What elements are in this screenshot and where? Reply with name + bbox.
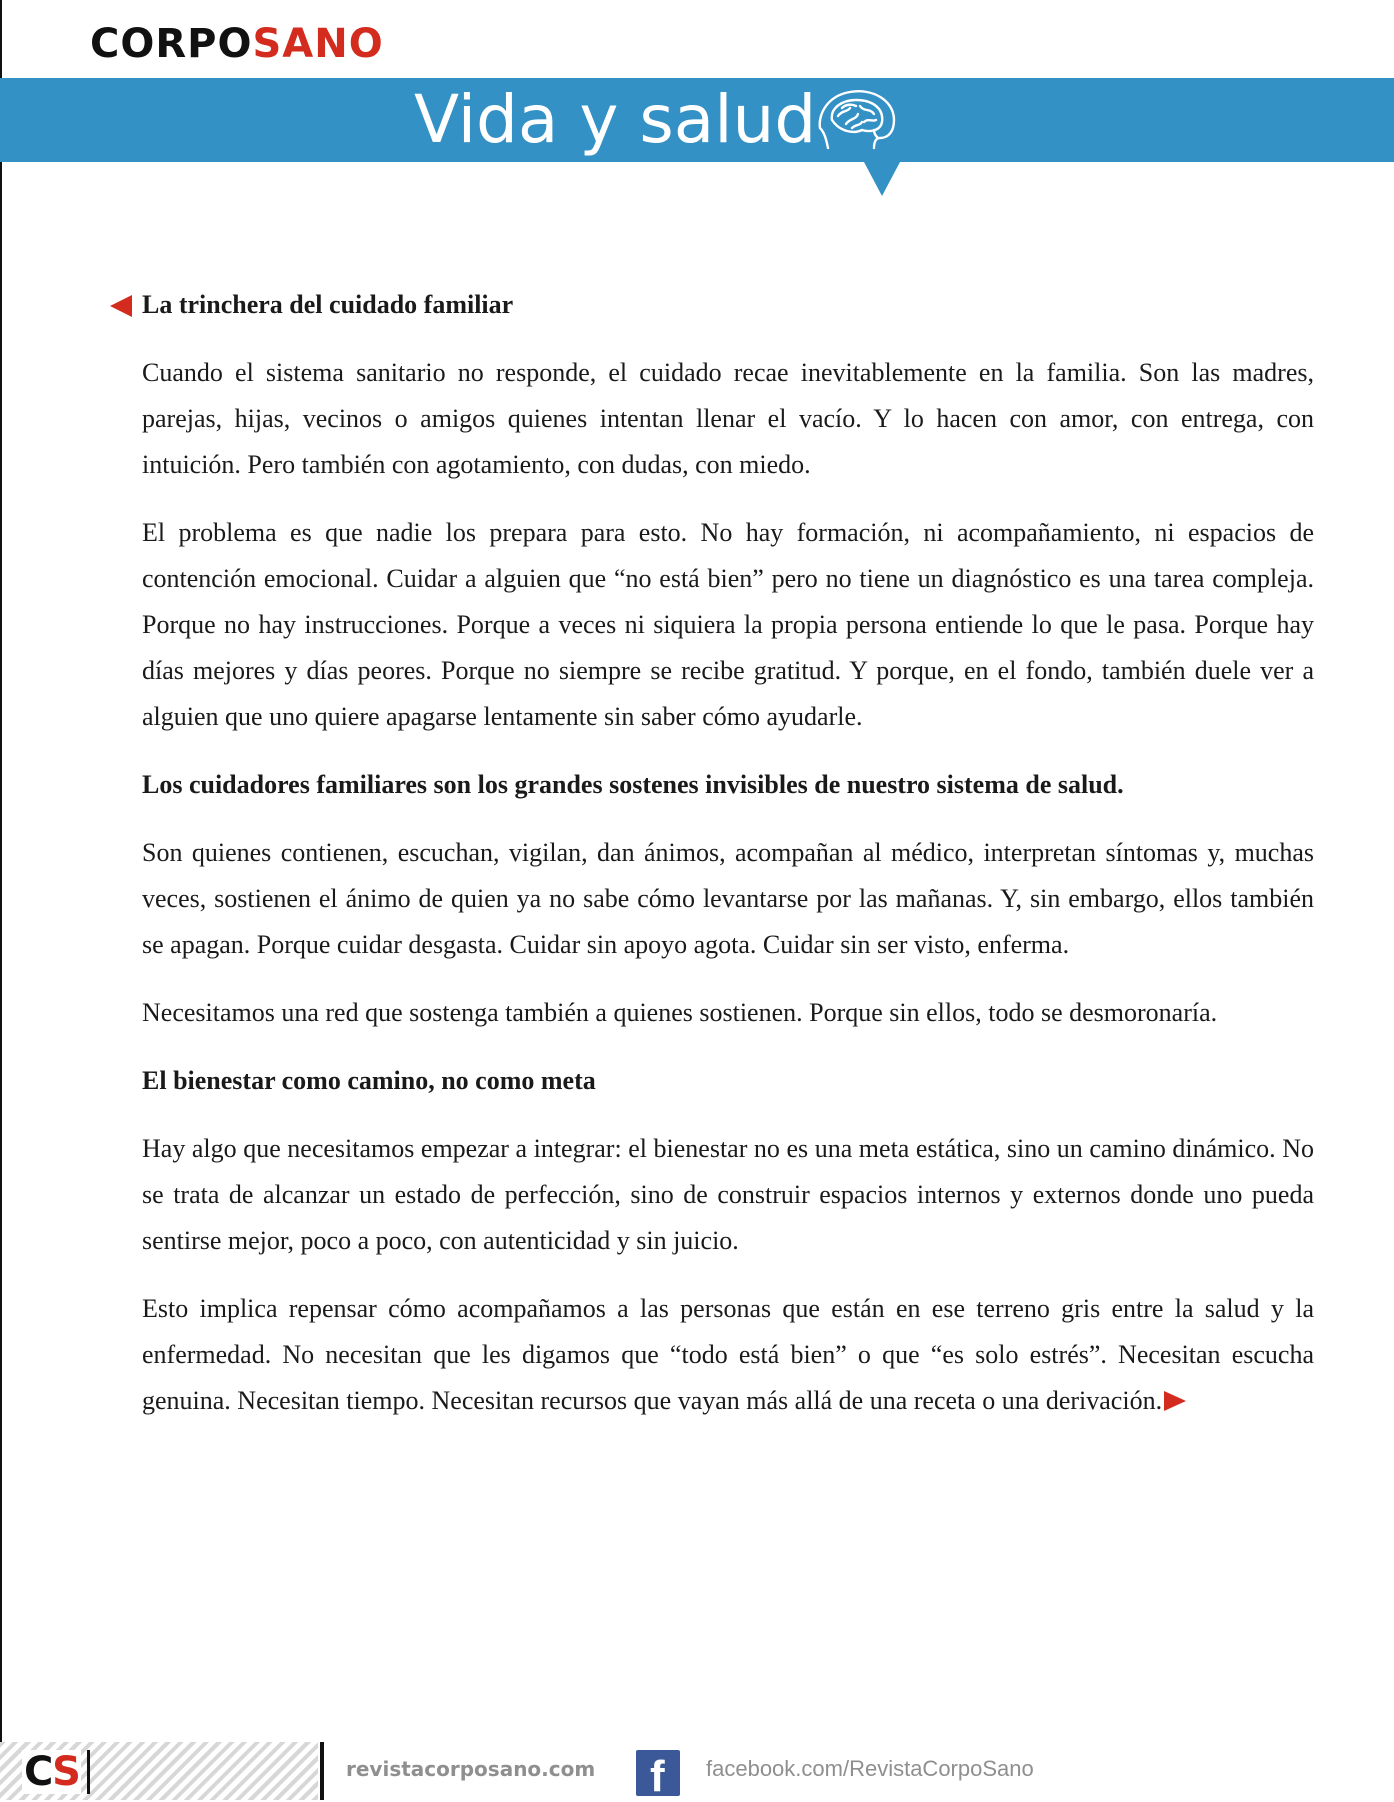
paragraph-7-text: Esto implica repensar cómo acompañamos a las personas que están en ese terreno gris entre la salud y la enfermedad. No necesitan que les digamos que “todo está bien” o que “es solo estrés”. Necesitan escucha genuina. Necesitan tiempo. Necesitan recursos que vayan más allá de una receta o una derivación.: [142, 1294, 1314, 1415]
section-title: Vida y salud: [414, 81, 817, 158]
footer-cs-s: S: [52, 1749, 79, 1795]
paragraph-1: Cuando el sistema sanitario no responde, el cuidado recae inevitablemente en la familia. Son las madres, parejas, hijas, vecinos o amigos quienes intentan llenar el vacío. Y lo hacen con amor, con entrega, con intuición. Pero también con agotamiento, con dudas, con miedo.: [142, 358, 1314, 479]
page-footer: [0, 1738, 1394, 1800]
paragraph-5: Necesitamos una red que sostenga también a quienes sostienen. Porque sin ellos, todo se desmoronaría.: [142, 998, 1218, 1027]
page-border: [0, 0, 2, 1800]
logo-sano: SANO: [252, 21, 384, 67]
facebook-link[interactable]: facebook.com/RevistaCorpoSano: [706, 1756, 1034, 1781]
logo-corpo: CORPO: [90, 21, 253, 67]
website-link[interactable]: revistacorposano.com: [346, 1757, 596, 1781]
footer-divider: [320, 1742, 324, 1800]
footer-cs-c: C: [24, 1749, 53, 1795]
header-pointer: [864, 162, 900, 196]
paragraph-6: Hay algo que necesitamos empezar a integrar: el bienestar no es una meta estática, sino un camino dinámico. No se trata de alcanzar un estado de perfección, sino de construir espacios internos y externos donde uno pueda sentirse mejor, poco a poco, con autenticidad y sin juicio.: [142, 1134, 1314, 1255]
facebook-icon-letter: f: [650, 1752, 665, 1801]
article-body: [142, 282, 1314, 1446]
heading-1-text: La trinchera del cuidado familiar: [142, 290, 514, 319]
paragraph-2: El problema es que nadie los prepara para esto. No hay formación, ni acompañamiento, ni espacios de contención emocional. Cuidar a alguien que “no está bien” pero no tiene un diagnóstico es una tarea compleja. Porque no hay instrucciones. Porque a veces ni siquiera la propia persona entiende lo que le pasa. Porque hay días mejores y días peores. Porque no siempre se recibe gratitud. Y porque, en el fondo, también duele ver a alguien que uno quiere apagarse lentamente sin saber cómo ayudarle.: [142, 518, 1314, 731]
corposano-logo[interactable]: [90, 20, 384, 68]
article-heading-1: [142, 282, 1314, 328]
end-arrow-icon: [1164, 1391, 1186, 1411]
footer-logo-bar: [87, 1750, 90, 1794]
left-arrow-icon: [110, 295, 132, 317]
brain-head-icon: [816, 86, 898, 154]
facebook-icon[interactable]: [636, 1750, 680, 1801]
paragraph-4: Son quienes contienen, escuchan, vigilan, dan ánimos, acompañan al médico, interpretan síntomas y, muchas veces, sostienen el ánimo de quien ya no sabe cómo levantarse por las mañanas. Y, sin embargo, ellos también se apagan. Porque cuidar desgasta. Cuidar sin apoyo agota. Cuidar sin ser visto, enferma.: [142, 838, 1314, 959]
footer-cs-logo: [22, 1750, 81, 1794]
paragraph-3-highlight: Los cuidadores familiares son los grandes sostenes invisibles de nuestro sistema de salud.: [142, 770, 1124, 799]
paragraph-7: [142, 1286, 1314, 1424]
article-heading-2: El bienestar como camino, no como meta: [142, 1066, 596, 1095]
